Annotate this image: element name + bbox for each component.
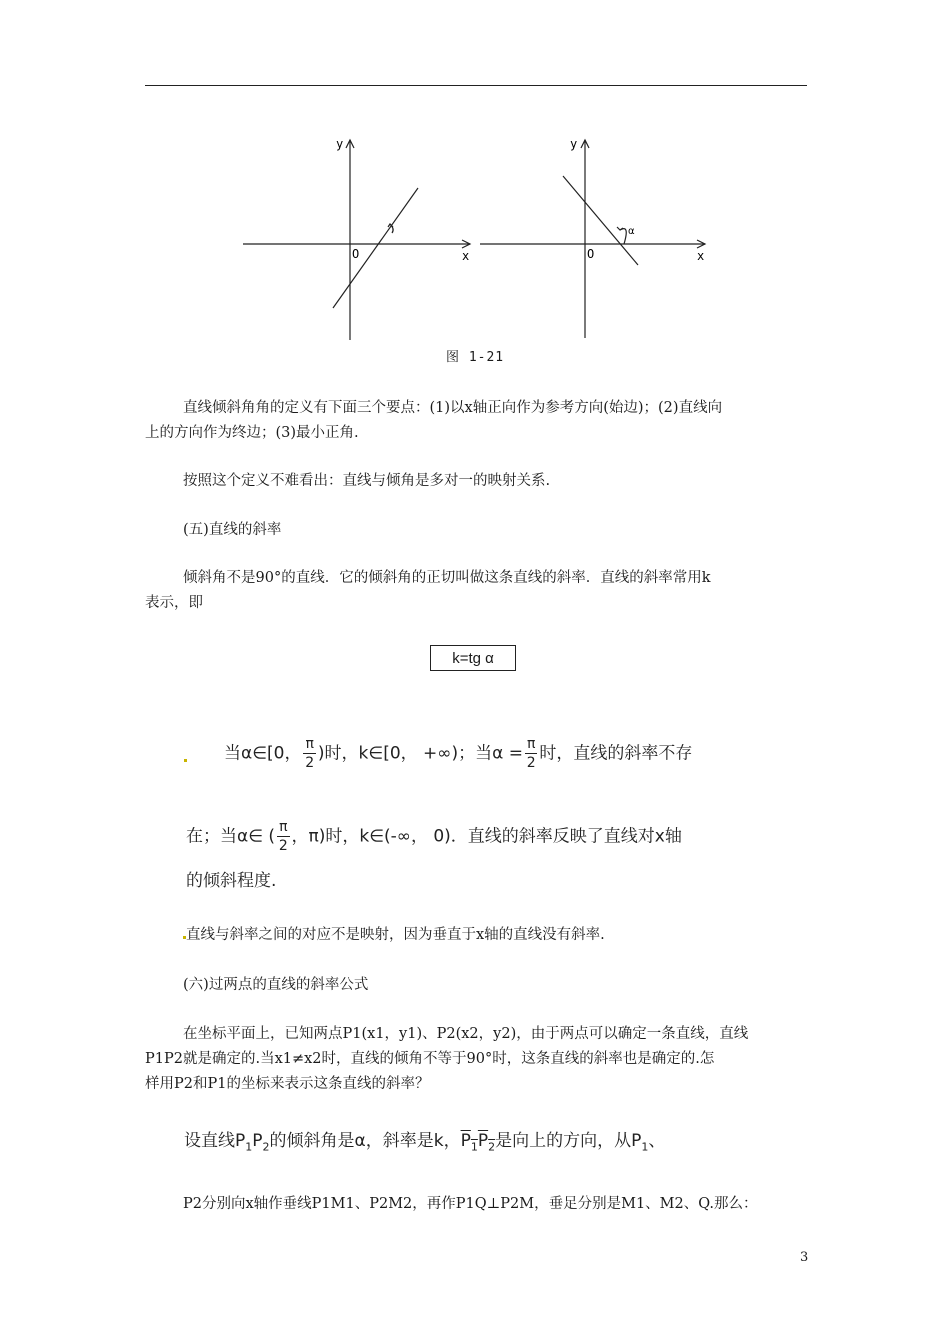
fraction-pi-over-2 [303,735,315,772]
fraction-pi-over-2-b [525,735,537,772]
right-x-label: x [697,249,705,263]
setup-text-e: 、 [648,1131,666,1151]
math-line-1 [224,735,692,772]
paragraph-mapping: 按照这个定义不难看出：直线与倾角是多对一的映射关系. [183,473,551,489]
frac-denominator: 2 [526,755,536,771]
right-angle-label: α [628,226,635,237]
math-line-2-part-a: 在；当α∈ ( [186,826,276,847]
math-line-1-part-c: 时，直线的斜率不存 [539,743,693,764]
setup-line [184,1126,665,1153]
math-line-1-part-a: 当α∈[0， [224,743,302,764]
frac-numerator: π [526,736,536,752]
setup-sub-3: 1 [641,1140,649,1154]
section-heading-6: (六)过两点的直线的斜率公式 [183,977,369,993]
paragraph-slope-line2: 表示，即 [145,595,203,611]
paragraph-two-points-line1: 在坐标平面上，已知两点P1(x1，y1)、P2(x2，y2)，由于两点可以确定一条直线，直线 [183,1026,749,1042]
setup-text-a: 设直线P [184,1131,246,1151]
right-angle-arc [620,229,626,244]
vector-p1p2: $P_1P_2$ [460,1131,496,1154]
math-line-3: 的倾斜程度. [186,871,277,891]
paragraph-two-points-line3: 样用P2和P1的坐标来表示这条直线的斜率？ [145,1076,430,1092]
fraction-pi-over-2-c [277,818,289,855]
math-line-2 [186,818,682,855]
frac-denominator: 2 [278,838,288,854]
page-number: 3 [800,1250,809,1265]
bullet-dot [184,759,187,762]
paragraph-slope-line1: 倾斜角不是90°的直线．它的倾斜角的正切叫做这条直线的斜率．直线的斜率常用k [183,570,711,586]
slope-formula-box: k=tg α [430,645,516,671]
right-inclined-line [563,176,638,265]
paragraph-definition-line1: 直线倾斜角角的定义有下面三个要点：(1)以x轴正向作为参考方向(始边)；(2)直线向 [183,400,723,416]
left-inclined-line [333,188,418,308]
left-x-label: x [462,249,470,263]
paragraph-definition-line2: 上的方向作为终边；(3)最小正角. [145,425,359,441]
setup-sub-2: 2 [262,1140,270,1154]
math-line-1-part-b: )时，k∈[0， +∞)；当α = [317,743,523,764]
paragraph-two-points-line2: P1P2就是确定的.当x1≠x2时，直线的倾角不等于90°时，这条直线的斜率也是确定的.怎 [145,1051,715,1067]
figure-inclination-angle [240,130,715,345]
setup-text-d: 是向上的方向，从P [495,1131,642,1151]
setup-text-b: P [252,1131,263,1151]
section-heading-5: (五)直线的斜率 [183,522,282,538]
left-y-label: y [336,137,344,151]
frac-numerator: π [279,819,288,835]
right-graph [480,140,705,338]
setup-sub-1: 1 [245,1140,253,1154]
left-graph [243,140,470,340]
left-origin-label: O [352,247,360,261]
frac-numerator: π [305,736,314,752]
header-rule [145,85,807,86]
frac-denominator: 2 [305,755,315,771]
paragraph-perpendiculars: P2分别向x轴作垂线P1M1、P2M2，再作P1Q⊥P2M，垂足分别是M1、M2、Q.那么： [183,1196,758,1212]
right-origin-label: O [587,247,595,261]
setup-text-c: 的倾斜角是α，斜率是k， [269,1131,461,1151]
right-y-label: y [570,137,578,151]
paragraph-not-mapping: 直线与斜率之间的对应不是映射，因为垂直于x轴的直线没有斜率. [186,927,605,943]
figure-caption: 图 1-21 [446,350,505,365]
math-line-2-part-b: ，π)时，k∈(-∞， 0)．直线的斜率反映了直线对x轴 [291,826,682,847]
